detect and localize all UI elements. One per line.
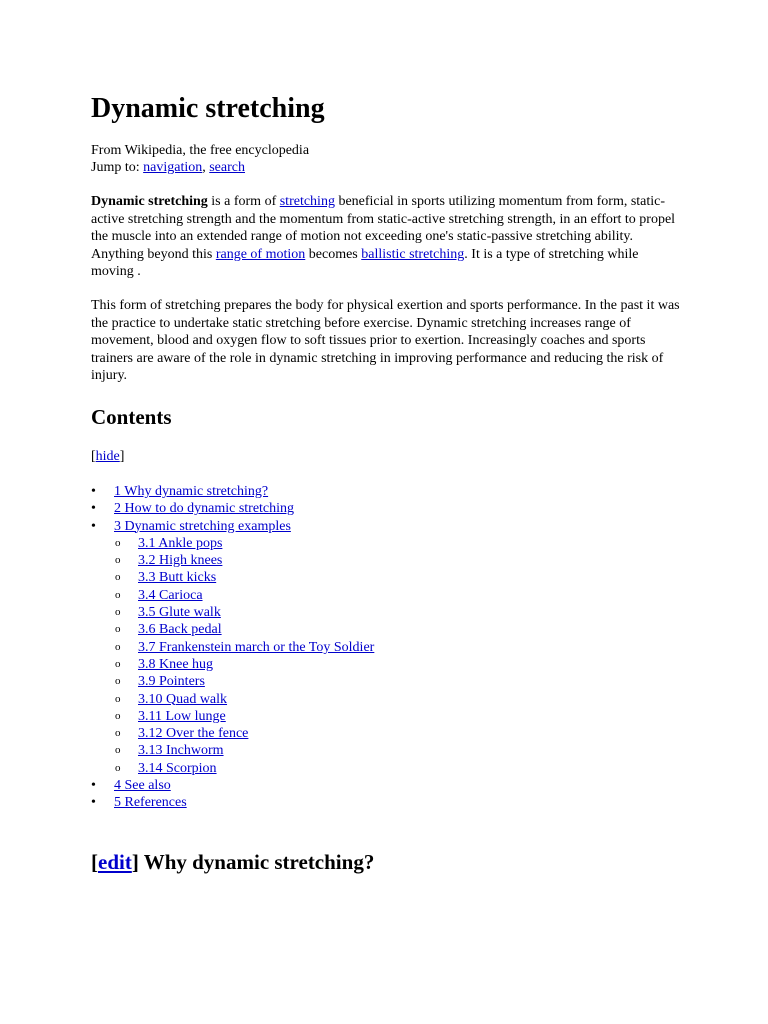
intro-text-3: becomes (305, 246, 362, 262)
toc-item (91, 708, 374, 725)
toc-link[interactable]: 1 Why dynamic stretching? (114, 484, 269, 499)
toc-toggle (91, 448, 124, 466)
toc-item (91, 518, 374, 535)
toc-item (91, 691, 374, 708)
toc-item (91, 552, 374, 569)
toc-link[interactable]: 3.7 Frankenstein march or the Toy Soldier (138, 639, 375, 655)
intro-paragraph (91, 193, 681, 281)
edit-close-bracket: ] (131, 850, 139, 874)
toc-link[interactable]: 4 See also (114, 778, 171, 794)
toc-item (91, 742, 374, 759)
toc-bullet: • (91, 795, 96, 811)
intro-text-1: is a form of (207, 194, 280, 209)
toc-bullet: • (91, 518, 96, 534)
toc-link[interactable]: 3.14 Scorpion (138, 760, 217, 776)
section-title-text: Why dynamic stretching? (138, 850, 375, 874)
edit-section-link[interactable]: edit (98, 850, 132, 874)
toc-open-bracket: [ (91, 449, 96, 464)
toc-sub-bullet: o (115, 588, 121, 601)
toc-item (91, 621, 374, 638)
toc-sub-bullet: o (115, 571, 121, 584)
toc-link[interactable]: 3.11 Low lunge (138, 708, 226, 724)
toc-sub-bullet: o (115, 761, 121, 774)
section-heading-why (91, 849, 374, 875)
toc-sub-bullet: o (115, 709, 121, 722)
toc-link[interactable]: 3.1 Ankle pops (138, 535, 223, 551)
toc-sub-bullet: o (115, 675, 121, 688)
toc-link[interactable]: 3.3 Butt kicks (138, 570, 217, 586)
toc-link[interactable]: 3.4 Carioca (138, 587, 203, 603)
intro-text-2: beneficial in sports utilizing momentum from form, static-active stretching strength and the momentum from static-active stretching strength, in an effort to propel the muscle into an extended range of motion not exceeding one's static-passive stretching ability. Anything beyond this (91, 194, 676, 262)
jump-search-link[interactable]: search (209, 160, 245, 175)
toc-link[interactable]: 2 How to do dynamic stretching (114, 501, 295, 517)
toc-item (91, 673, 374, 690)
toc-item (91, 535, 374, 552)
toc-link[interactable]: 3 Dynamic stretching examples (114, 518, 291, 534)
toc-link[interactable]: 5 References (114, 795, 187, 811)
toc-link[interactable]: 3.8 Knee hug (138, 656, 214, 672)
toc-sub-bullet: o (115, 640, 121, 653)
stretching-link[interactable]: stretching (279, 194, 335, 209)
jump-to-line (91, 159, 245, 177)
toc-sub-bullet: o (115, 727, 121, 740)
toc-hide-link[interactable]: hide (95, 449, 120, 464)
toc-link[interactable]: 3.13 Inchworm (138, 743, 224, 759)
table-of-contents (91, 483, 374, 812)
toc-item (91, 656, 374, 673)
second-paragraph: This form of stretching prepares the body for physical exertion and sports performance. In the past it was the practice to undertake static stretching before exercise. Dynamic stretching increases range of movement, blood and oxygen flow to soft tissues prior to exertion. Increasingly coaches and sports trainers are aware of the role in dynamic stretching in improving performance and reducing the risk of injury. (91, 298, 680, 383)
jump-separator: , (202, 160, 210, 175)
toc-close-bracket: ] (119, 449, 125, 464)
page-title: Dynamic stretching (91, 93, 325, 124)
toc-item (91, 760, 374, 777)
toc-item (91, 587, 374, 604)
intro-bold-term: Dynamic stretching (91, 194, 208, 209)
jump-to-label: Jump to: (91, 160, 144, 175)
edit-open-bracket: [ (91, 850, 98, 874)
contents-heading: Contents (91, 405, 172, 429)
intro-text-4: . It is a type of stretching while moving . (91, 246, 639, 279)
toc-sub-bullet: o (115, 744, 121, 757)
toc-link[interactable]: 3.6 Back pedal (138, 622, 222, 638)
toc-link[interactable]: 3.9 Pointers (138, 674, 205, 690)
toc-item (91, 500, 374, 517)
ballistic-stretching-link[interactable]: ballistic stretching (361, 246, 465, 262)
toc-bullet: • (91, 778, 96, 794)
toc-sub-bullet: o (115, 536, 121, 549)
article-subtitle: From Wikipedia, the free encyclopedia (91, 143, 310, 158)
toc-item (91, 725, 374, 742)
toc-sub-bullet: o (115, 657, 121, 670)
toc-item (91, 569, 374, 586)
toc-link[interactable]: 3.2 High knees (138, 553, 223, 569)
toc-bullet: • (91, 501, 96, 517)
toc-sub-bullet: o (115, 692, 121, 705)
toc-item (91, 483, 374, 500)
toc-item (91, 639, 374, 656)
toc-sub-bullet: o (115, 606, 121, 619)
toc-link[interactable]: 3.12 Over the fence (138, 726, 249, 742)
toc-item (91, 794, 374, 811)
toc-item (91, 777, 374, 794)
toc-link[interactable]: 3.10 Quad walk (138, 691, 228, 707)
toc-item (91, 604, 374, 621)
toc-sub-bullet: o (115, 623, 121, 636)
toc-sub-bullet: o (115, 554, 121, 567)
toc-bullet: • (91, 484, 96, 499)
jump-navigation-link[interactable]: navigation (143, 160, 203, 175)
toc-link[interactable]: 3.5 Glute walk (138, 605, 221, 621)
range-of-motion-link[interactable]: range of motion (215, 246, 306, 262)
